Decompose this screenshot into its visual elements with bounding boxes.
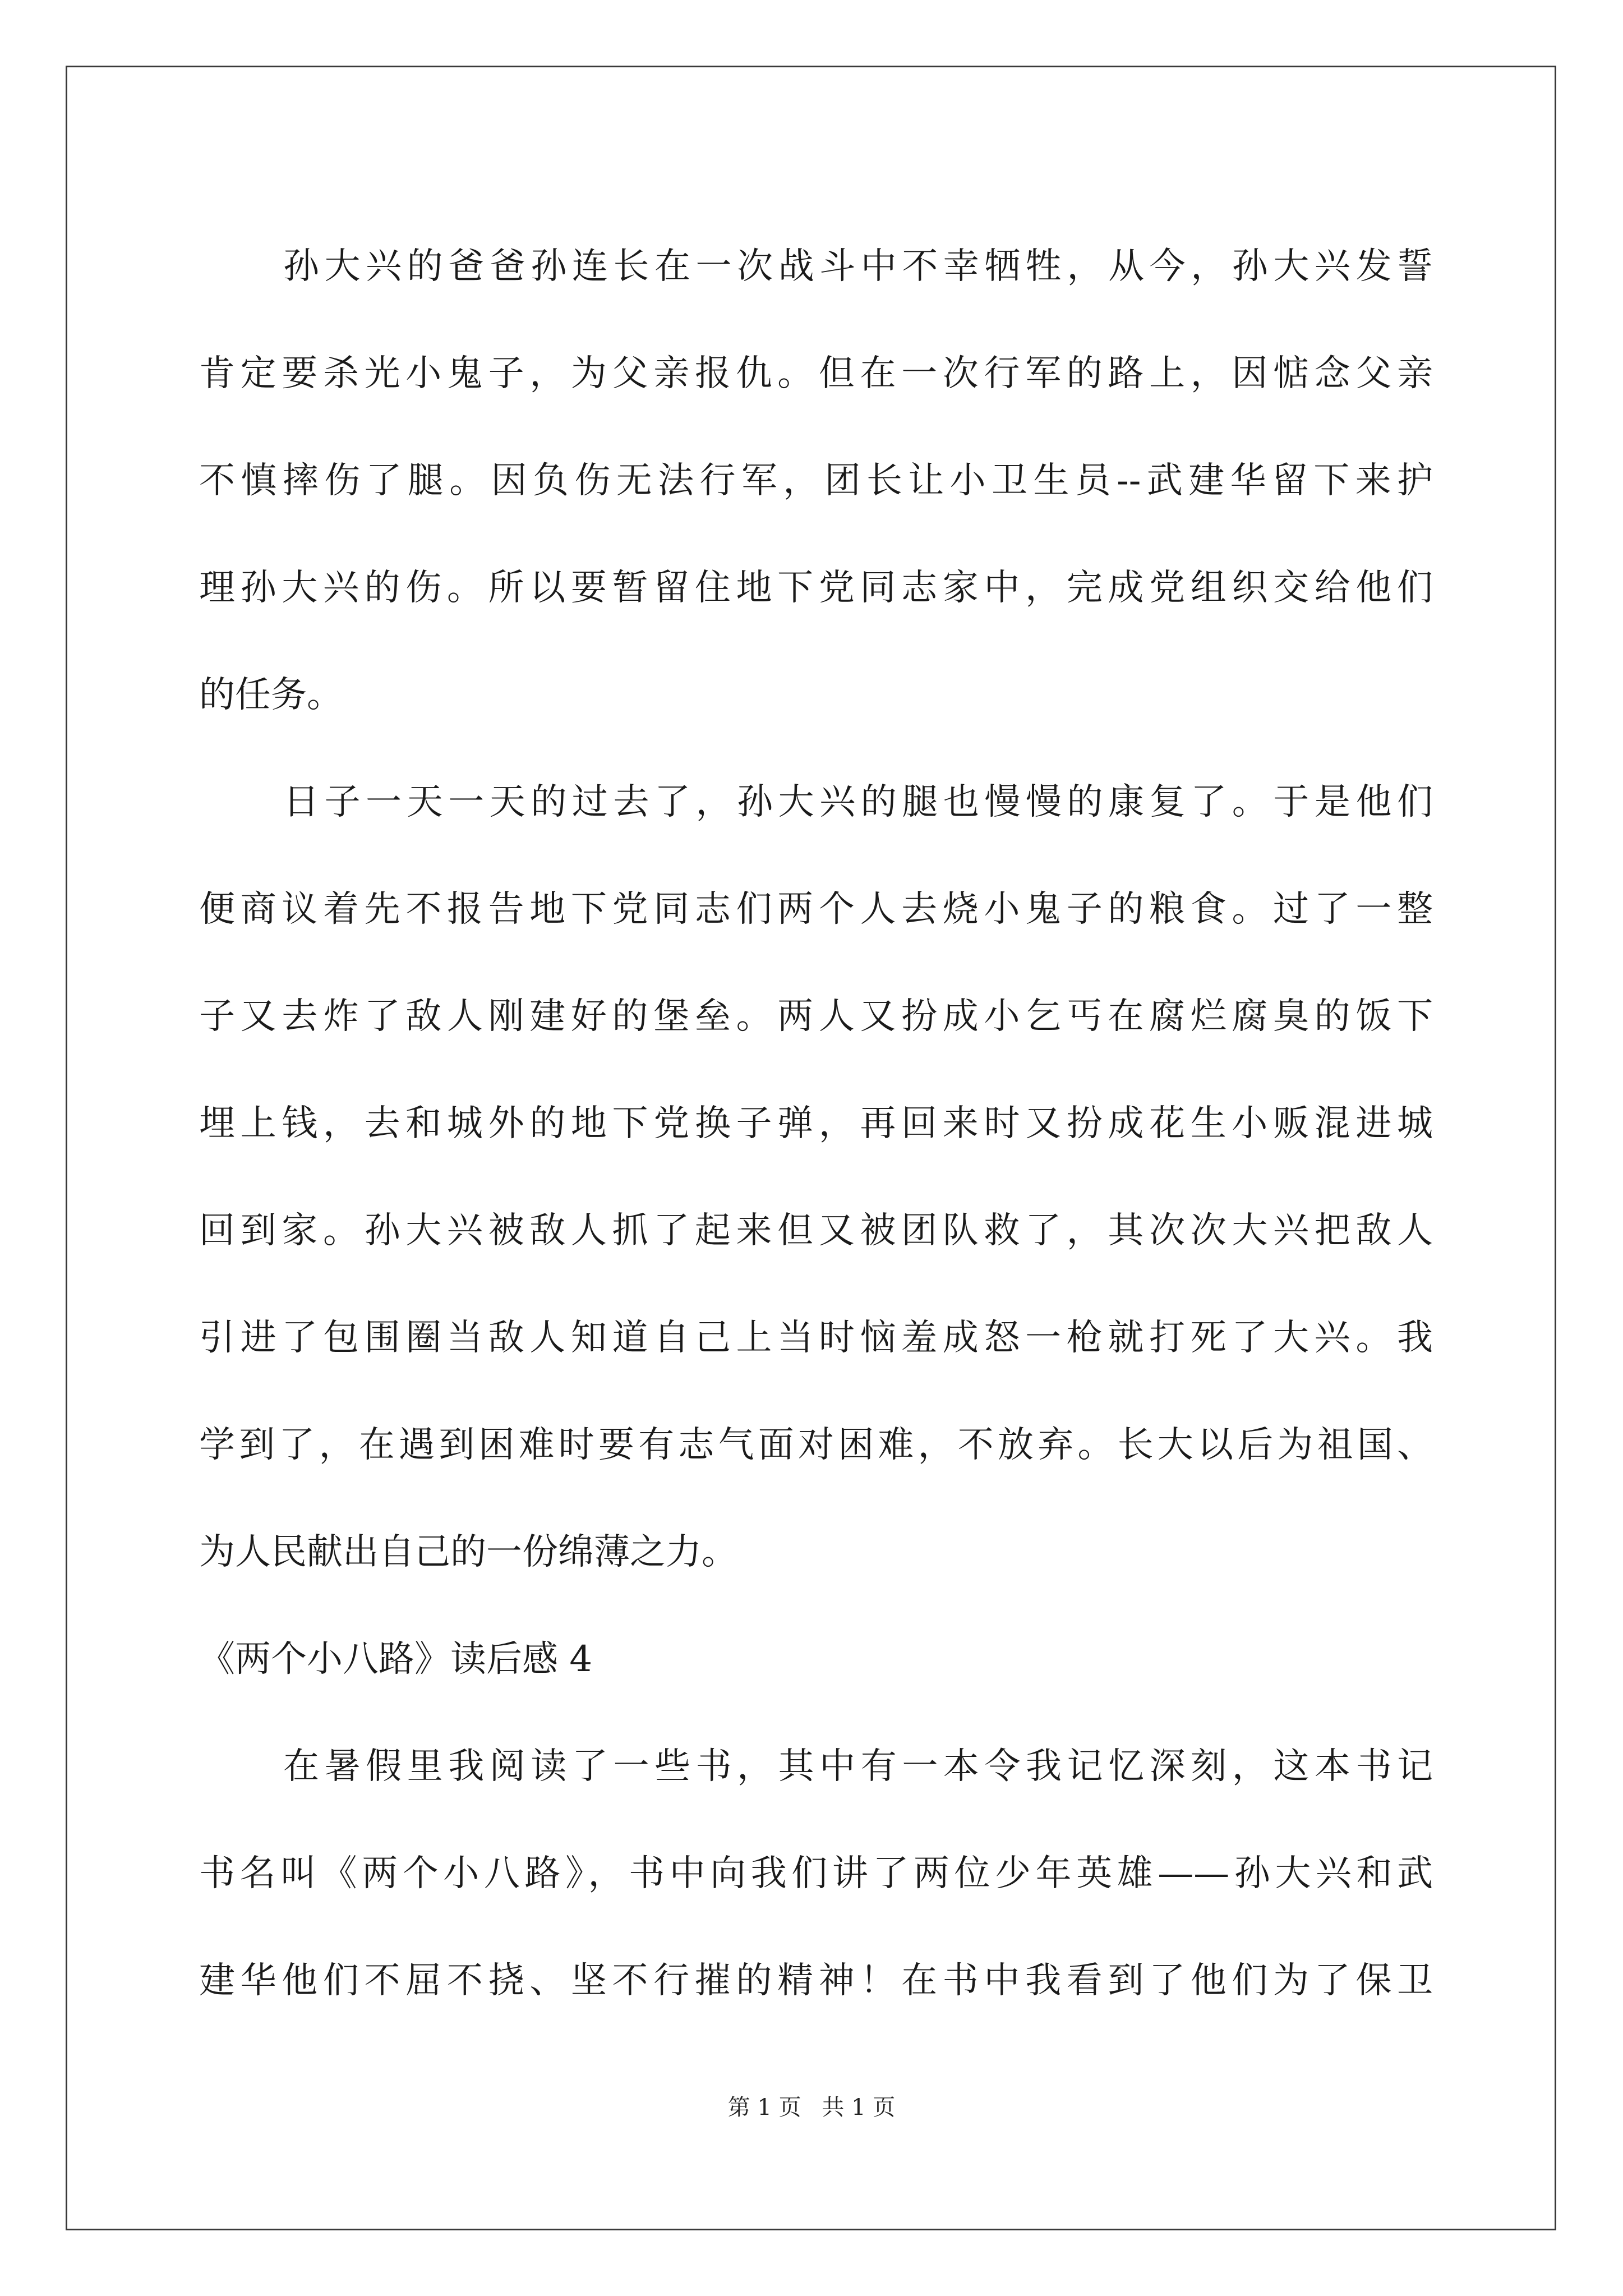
paragraph-line: 的任务。 bbox=[199, 674, 343, 716]
paragraph-line: 书名叫《两个小八路》，书中向我们讲了两位少年英雄——孙大兴和武 bbox=[199, 1853, 1433, 1894]
page-number: 第 1 页 bbox=[727, 2095, 801, 2120]
paragraph-line: 肯定要杀光小鬼子，为父亲报仇。但在一次行军的路上，因惦念父亲 bbox=[199, 353, 1433, 394]
paragraph-line: 埋上钱，去和城外的地下党换子弹，再回来时又扮成花生小贩混进城 bbox=[199, 1103, 1433, 1144]
paragraph-line: 回到家。孙大兴被敌人抓了起来但又被团队救了，其次次大兴把敌人 bbox=[199, 1210, 1433, 1251]
paragraph-line: 孙大兴的爸爸孙连长在一次战斗中不幸牺牲，从今，孙大兴发誓 bbox=[283, 246, 1433, 287]
paragraph-line: 引进了包围圈当敌人知道自己上当时恼羞成怒一枪就打死了大兴。我 bbox=[199, 1317, 1433, 1359]
paragraph-line: 便商议着先不报告地下党同志们两个人去烧小鬼子的粮食。过了一整 bbox=[199, 889, 1433, 930]
paragraph-line: 在暑假里我阅读了一些书，其中有一本令我记忆深刻，这本书记 bbox=[283, 1746, 1433, 1787]
page-total: 共 1 页 bbox=[822, 2095, 896, 2120]
paragraph-line: 子又去炸了敌人刚建好的堡垒。两人又扮成小乞丐在腐烂腐臭的饭下 bbox=[199, 996, 1433, 1037]
paragraph-line: 理孙大兴的伤。所以要暂留住地下党同志家中，完成党组织交给他们 bbox=[199, 567, 1433, 609]
page-footer bbox=[0, 2090, 1623, 2122]
document-body bbox=[199, 213, 1433, 2035]
paragraph-line: 不慎摔伤了腿。因负伤无法行军，团长让小卫生员--武建华留下来护 bbox=[199, 460, 1433, 501]
section-heading: 《两个小八路》读后感 4 bbox=[199, 1639, 593, 1680]
paragraph-line: 日子一天一天的过去了，孙大兴的腿也慢慢的康复了。于是他们 bbox=[283, 781, 1433, 823]
paragraph-line: 学到了，在遇到困难时要有志气面对困难，不放弃。长大以后为祖国、 bbox=[199, 1424, 1433, 1466]
paragraph-line: 建华他们不屈不挠、坚不行摧的精神！在书中我看到了他们为了保卫 bbox=[199, 1960, 1433, 2001]
paragraph-line: 为人民献出自己的一份绵薄之力。 bbox=[199, 1531, 737, 1573]
